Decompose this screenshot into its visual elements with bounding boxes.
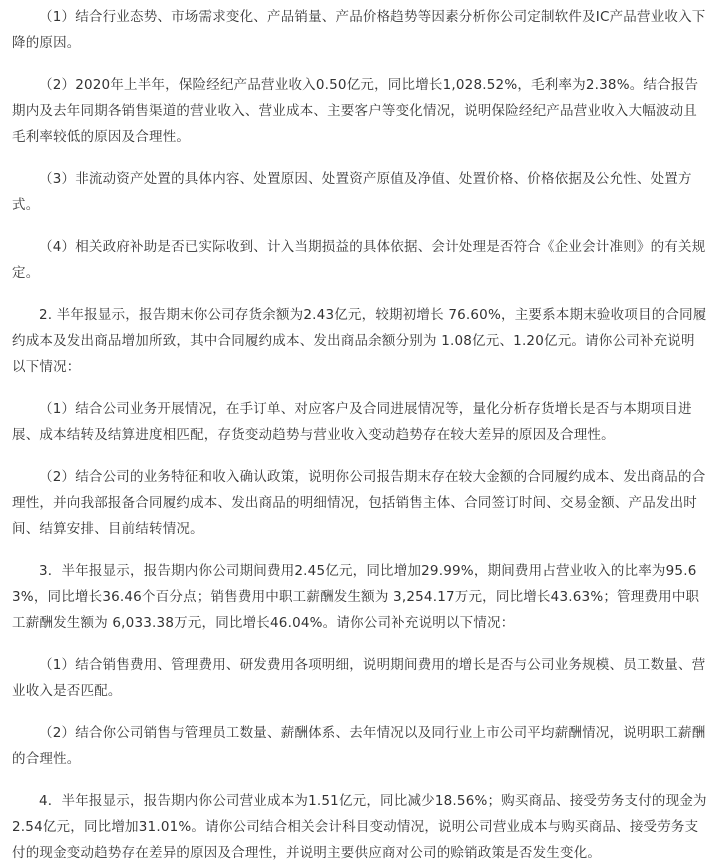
paragraph-q4: 4．半年报显示，报告期内你公司营业成本为1.51亿元，同比减少18.56%；购买商品、接受劳务支付的现金为2.54亿元，同比增加31.01%。请你公司结合相关会计科目变动情况，说明公司营业成本与购买商品、接受劳务支付的现金变动趋势存在差异的原因及合理性，并说明主要供应商对公司的赊销政策是否发生变化。 bbox=[12, 793, 707, 861]
paragraph-q1-3: （3）非流动资产处置的具体内容、处置原因、处置资产原值及净值、处置价格、价格依据及公允性、处置方式。 bbox=[12, 171, 692, 213]
paragraph-q1-2: （2）2020年上半年，保险经纪产品营业收入0.50亿元，同比增长1,028.52%，毛利率为2.38%。结合报告期内及去年同期各销售渠道的营业收入、营业成本、主要客户等变化情况，说明保险经纪产品营业收入大幅波动且毛利率较低的原因及合理性。 bbox=[12, 77, 699, 145]
paragraph-q1-1: （1）结合行业态势、市场需求变化、产品销量、产品价格趋势等因素分析你公司定制软件及IC产品营业收入下降的原因。 bbox=[12, 9, 706, 51]
paragraph-q3-1: （1）结合销售费用、管理费用、研发费用各项明细，说明期间费用的增长是否与公司业务规模、员工数量、营业收入是否匹配。 bbox=[12, 657, 706, 699]
paragraph-q2: 2. 半年报显示，报告期末你公司存货余额为2.43亿元，较期初增长 76.60%，主要系本期末验收项目的合同履约成本及发出商品增加所致，其中合同履约成本、发出商品余额分别为 1.08亿元、1.20亿元。请你公司补充说明以下情况： bbox=[12, 307, 707, 375]
paragraph-q1-4: （4）相关政府补助是否已实际收到、计入当期损益的具体依据、会计处理是否符合《企业会计准则》的有关规定。 bbox=[12, 239, 706, 281]
paragraph-q2-2: （2）结合公司的业务特征和收入确认政策，说明你公司报告期末存在较大金额的合同履约成本、发出商品的合理性，并向我部报备合同履约成本、发出商品的明细情况，包括销售主体、合同签订时间、交易金额、产品发出时间、结算安排、目前结转情况。 bbox=[12, 469, 706, 537]
paragraph-q3-2: （2）结合你公司销售与管理员工数量、薪酬体系、去年情况以及同行业上市公司平均薪酬情况，说明职工薪酬的合理性。 bbox=[12, 725, 706, 767]
paragraph-q3: 3．半年报显示，报告期内你公司期间费用2.45亿元，同比增加29.99%，期间费用占营业收入的比率为95.63%，同比增长36.46个百分点；销售费用中职工薪酬发生额为 3,254.17万元，同比增长43.63%；管理费用中职工薪酬发生额为 6,033.38万元，同比增长46.04%。请你公司补充说明以下情况： bbox=[12, 563, 700, 631]
paragraph-q2-1: （1）结合公司业务开展情况，在手订单、对应客户及合同进展情况等，量化分析存货增长是否与本期项目进展、成本结转及结算进度相匹配，存货变动趋势与营业收入变动趋势存在较大差异的原因及合理性。 bbox=[12, 401, 692, 443]
